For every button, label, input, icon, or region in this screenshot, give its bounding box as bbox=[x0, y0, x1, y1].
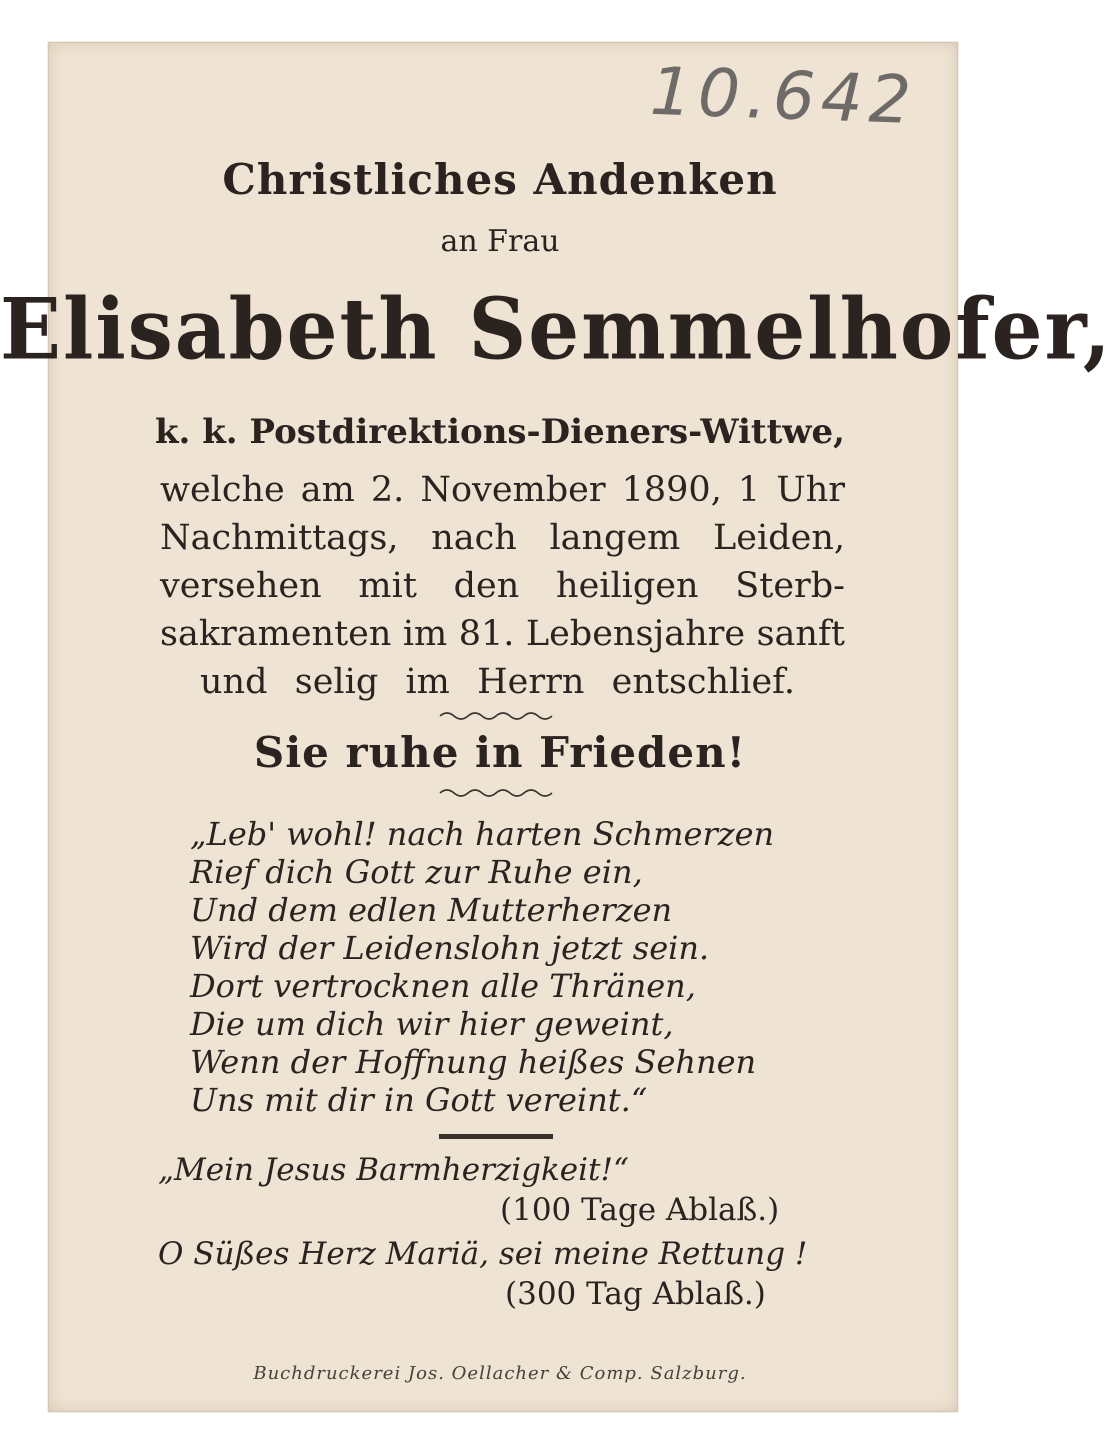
handwritten-inventory-number: 10.642 bbox=[648, 52, 919, 140]
notice-line: und selig im Herrn entschlief. bbox=[200, 662, 795, 702]
poem-line: Die um dich wir hier geweint, bbox=[190, 1005, 674, 1043]
prayer-mary: O Süßes Herz Mariä, sei meine Rettung ! bbox=[158, 1236, 808, 1272]
card-heading: Christliches Andenken bbox=[222, 155, 778, 204]
poem-line: Und dem edlen Mutterherzen bbox=[190, 891, 673, 929]
poem-line: „Leb' wohl! nach harten Schmerzen bbox=[190, 815, 775, 853]
deceased-role: k. k. Postdirektions-Dieners-Wittwe, bbox=[154, 412, 846, 452]
indulgence-100-days: (100 Tage Ablaß.) bbox=[500, 1192, 780, 1228]
wave-ornament-top bbox=[438, 709, 558, 723]
deceased-name: Elisabeth Semmelhofer, bbox=[0, 279, 1113, 379]
poem-line: Wenn der Hoffnung heißes Sehnen bbox=[190, 1043, 757, 1081]
printer-imprint: Buchdruckerei Jos. Oellacher & Comp. Salzburg. bbox=[253, 1363, 747, 1384]
poem-line: Uns mit dir in Gott vereint.“ bbox=[190, 1081, 648, 1119]
poem-line: Rief dich Gott zur Ruhe ein, bbox=[190, 853, 643, 891]
prayer-jesus: „Mein Jesus Barmherzigkeit!“ bbox=[158, 1152, 629, 1188]
divider-bar bbox=[439, 1134, 553, 1139]
poem-line: Dort vertrocknen alle Thränen, bbox=[190, 967, 696, 1005]
notice-line: sakramenten im 81. Lebensjahre sanft bbox=[160, 614, 845, 654]
name-prefix: an Frau bbox=[440, 224, 560, 259]
poem-line: Wird der Leidenslohn jetzt sein. bbox=[190, 929, 710, 967]
notice-line: versehen mit den heiligen Sterb- bbox=[160, 566, 845, 606]
rest-in-peace: Sie ruhe in Frieden! bbox=[253, 728, 747, 777]
notice-line: welche am 2. November 1890, 1 Uhr bbox=[160, 470, 845, 510]
wave-ornament-bottom bbox=[438, 786, 558, 800]
notice-line: Nachmittags, nach langem Leiden, bbox=[160, 518, 845, 558]
indulgence-300-days: (300 Tag Ablaß.) bbox=[505, 1276, 766, 1312]
